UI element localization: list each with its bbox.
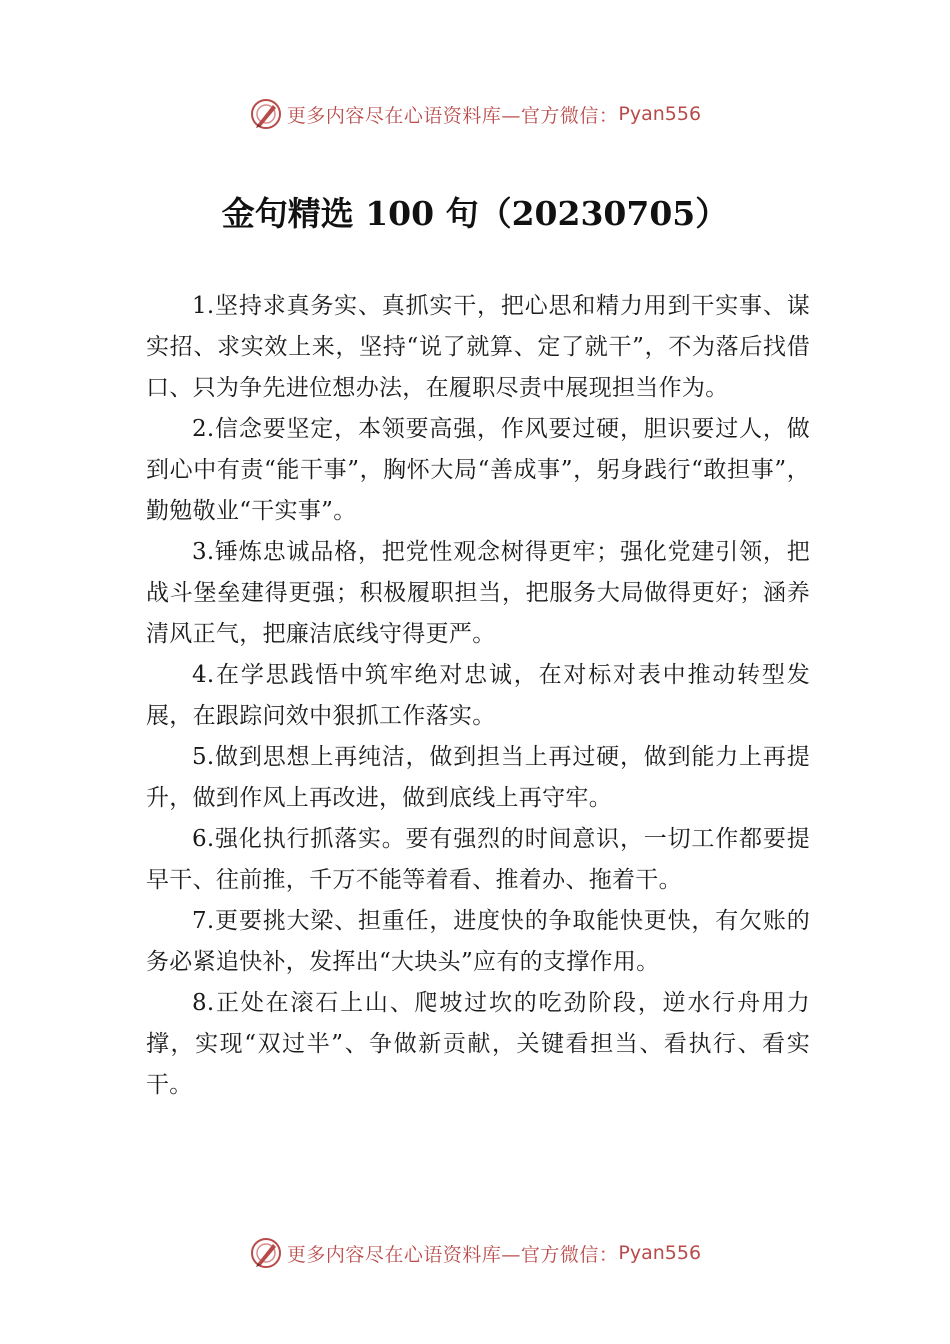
- paragraph: 5.做到思想上再纯洁，做到担当上再过硬，做到能力上再提升，做到作风上再改进，做到底线上再守牢。: [146, 744, 810, 811]
- paragraph: 3.锤炼忠诚品格，把党性观念树得更牢；强化党建引领，把战斗堡垒建得更强；积极履职担当，把服务大局做得更好；涵养清风正气，把廉洁底线守得更严。: [146, 539, 810, 647]
- banner-wechat-id: Pyan556: [618, 1242, 702, 1264]
- paragraph: 4.在学思践悟中筑牢绝对忠诚，在对标对表中推动转型发展，在跟踪问效中狠抓工作落实。: [146, 662, 810, 729]
- banner-wechat-id: Pyan556: [618, 103, 702, 125]
- banner-text: 更多内容尽在心语资料库—官方微信：: [286, 1243, 619, 1266]
- pen-logo-icon: [249, 1236, 283, 1270]
- header-banner: [0, 94, 950, 134]
- pen-logo-icon: [249, 97, 283, 131]
- document-title: 金句精选 100 句（20230705）: [221, 194, 729, 233]
- paragraph: 6.强化执行抓落实。要有强烈的时间意识，一切工作都要提早干、往前推，千万不能等着看、推着办、拖着干。: [146, 826, 810, 893]
- paragraph: 2.信念要坚定，本领要高强，作风要过硬，胆识要过人，做到心中有责“能干事”，胸怀大局“善成事”，躬身践行“敢担事”，勤勉敬业“干实事”。: [146, 416, 810, 524]
- footer-banner: [0, 1233, 950, 1273]
- document-body: [146, 286, 810, 1106]
- paragraph: 7.更要挑大梁、担重任，进度快的争取能快更快，有欠账的务必紧追快补，发挥出“大块头”应有的支撑作用。: [146, 908, 810, 975]
- banner-text: 更多内容尽在心语资料库—官方微信：: [286, 104, 619, 127]
- paragraph: 8.正处在滚石上山、爬坡过坎的吃劲阶段，逆水行舟用力撑，实现“双过半”、争做新贡献，关键看担当、看执行、看实干。: [146, 990, 810, 1098]
- paragraph: 1.坚持求真务实、真抓实干，把心思和精力用到干实事、谋实招、求实效上来，坚持“说了就算、定了就干”，不为落后找借口、只为争先进位想办法，在履职尽责中展现担当作为。: [146, 293, 810, 401]
